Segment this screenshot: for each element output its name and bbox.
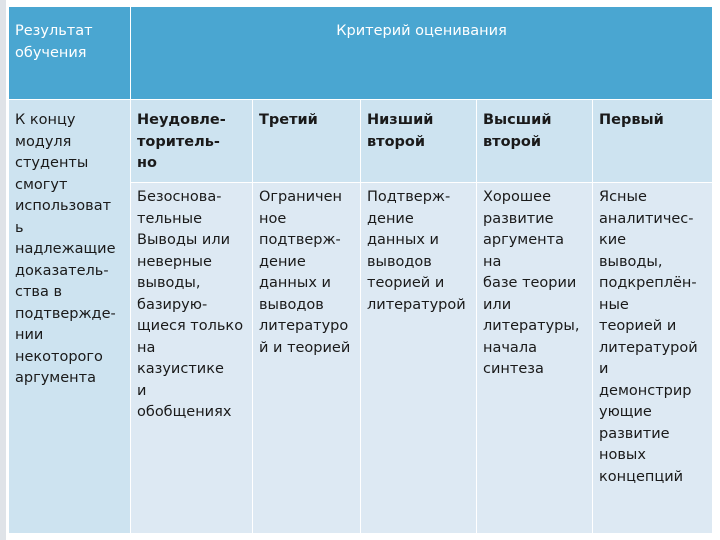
description-unsatisfactory: Безоснова- тельные Выводы или неверные выводы, базирую- щиеся только на казуистике и обобщениях [131,183,253,534]
level-upper-second: Высший второй [477,100,593,183]
description-upper-second: Хорошее развитие аргумента на базе теории или литературы, начала синтеза [477,183,593,534]
level-third: Третий [253,100,361,183]
table-header-row [9,7,713,100]
description-first: Ясные аналитичес- кие выводы, подкреплён- ные теорией и литературой и демонстрир ующие развитие новых концепций [593,183,713,534]
learning-outcome-cell: К концу модуля студенты смогут использоват ь надлежащие доказатель- ства в подтвержде- нии некоторого аргумента [9,100,131,534]
left-accent-bar [0,0,6,540]
description-third: Ограничен ное подтверж- дение данных и выводов литературо й и теорией [253,183,361,534]
description-lower-second: Подтверж- дение данных и выводов теорией и литературой [361,183,477,534]
header-criterion-cell: Критерий оценивания [131,7,713,100]
levels-row [9,100,713,183]
level-lower-second: Низший второй [361,100,477,183]
assessment-criteria-table [8,6,713,534]
header-outcome-cell: Результат обучения [9,7,131,100]
level-first: Первый [593,100,713,183]
level-unsatisfactory: Неудовле- торитель- но [131,100,253,183]
